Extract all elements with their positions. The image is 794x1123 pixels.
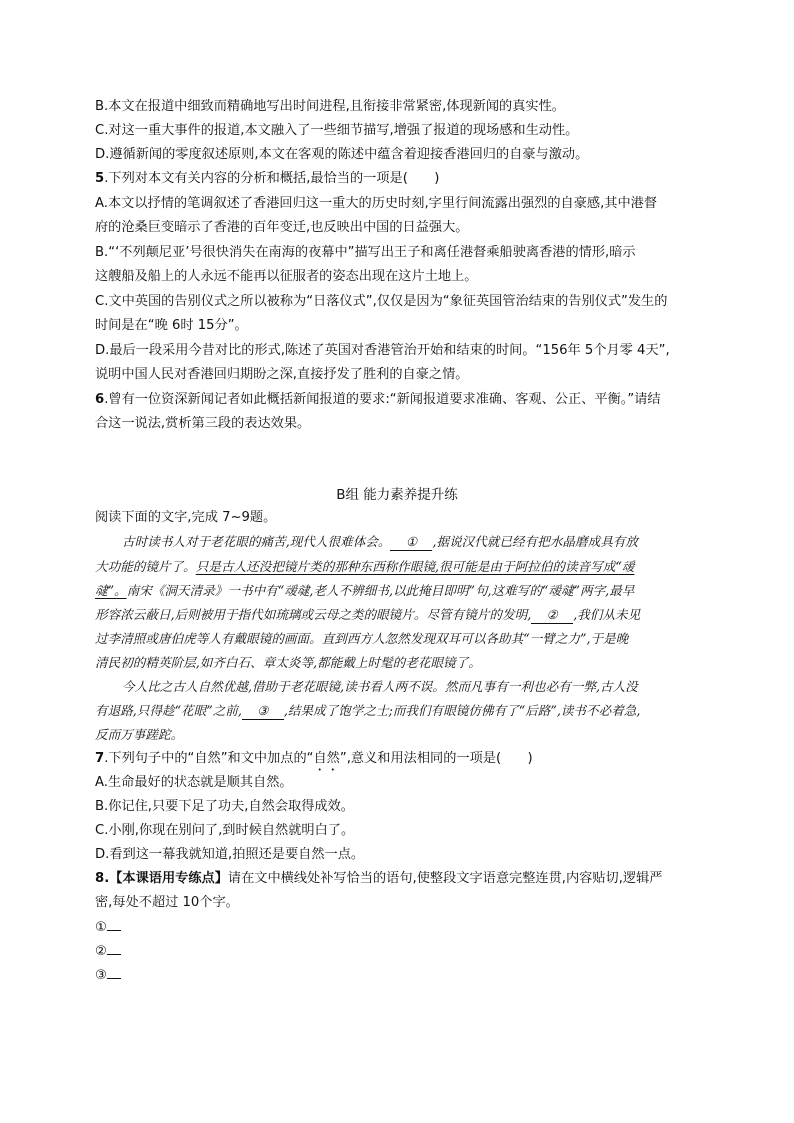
passage-p1-line4: 形容浓云蔽日,后则被用于指代如琉璃或云母之类的眼镜片。尽管有镜片的发明, ② ,我们从未见 bbox=[95, 607, 641, 622]
passage-p2-line3: 反而万事蹉跎。 bbox=[95, 727, 184, 742]
q7-option-d: D.看到这一幕我就知道,拍照还是要自然一点。 bbox=[95, 847, 365, 862]
question-8-number: 8 bbox=[95, 871, 105, 886]
q5-option-a-line2: 府的沧桑巨变暗示了香港的百年变迁,也反映出中国的日益强大。 bbox=[95, 220, 469, 235]
section-b-intro: 阅读下面的文字,完成 7~9题。 bbox=[95, 510, 277, 525]
blank-3: ③ bbox=[242, 703, 284, 720]
q5-option-b-line2: 这艘船及船上的人永远不能再以征服者的姿态出现在这片土地上。 bbox=[95, 269, 478, 284]
passage-p2-line1: 今人比之古人自然优越,借助于老花眼镜,读书看人两不误。然而凡事有一利也必有一弊,古人没 bbox=[122, 679, 638, 694]
question-5-stem: 5.下列对本文有关内容的分析和概括,最恰当的一项是( ) bbox=[95, 171, 440, 186]
passage-p1-line6: 清民初的精英阶层,如齐白石、章太炎等,都能戴上时髦的老花眼镜了。 bbox=[95, 655, 481, 670]
answer-blank-2[interactable] bbox=[107, 940, 121, 955]
q7-option-b: B.你记住,只要下足了功夫,自然会取得成效。 bbox=[95, 799, 354, 814]
q5-option-c-line2: 时间是在“晚 6时 15分”。 bbox=[95, 318, 248, 333]
option-c-prev: C.对这一重大事件的报道,本文融入了一些细节描写,增强了报道的现场感和生动性。 bbox=[95, 123, 579, 138]
section-b-title: B组 能力素养提升练 bbox=[336, 487, 458, 503]
dotted-word: 自然 bbox=[313, 751, 340, 766]
answer-line-2[interactable]: ② bbox=[95, 940, 705, 963]
q5-option-b-line1: B.“‘不列颠尼亚’号很快消失在南海的夜幕中”描写出王子和离任港督乘船驶离香港的情形,暗示 bbox=[95, 245, 636, 260]
question-5-number: 5 bbox=[95, 171, 105, 186]
answer-line-1[interactable]: ① bbox=[95, 916, 705, 939]
q7-option-a: A.生命最好的状态就是顺其自然。 bbox=[95, 775, 293, 790]
q5-option-c-line1: C.文中英国的告别仪式之所以被称为“日落仪式”,仅仅是因为“象征英国管治结束的告别仪式”发生的 bbox=[95, 294, 668, 309]
passage-p2-line2: 有退路,只得趁“花眼”之前, ③ ,结果成了饱学之士;而我们有眼镜仿佛有了“后路”,读书不必着急, bbox=[95, 703, 641, 718]
q7-option-c: C.小刚,你现在别问了,到时候自然就明白了。 bbox=[95, 823, 355, 838]
question-6-line2: 合这一说法,赏析第三段的表达效果。 bbox=[95, 416, 311, 431]
underlined-sentence: 只是古人还没把镜片类的那种东西称作眼镜,很可能是由于阿拉伯的读音写成“叆 bbox=[195, 559, 635, 574]
passage-p1-line2: 大功能的镜片了。只是古人还没把镜片类的那种东西称作眼镜,很可能是由于阿拉伯的读音写成“叆 bbox=[95, 559, 635, 574]
answer-line-3[interactable]: ③ bbox=[95, 964, 705, 987]
q5-option-d-line2: 说明中国人民对香港回归期盼之深,直接抒发了胜利的自豪之情。 bbox=[95, 367, 469, 382]
passage-p1-line5: 过李清照或唐伯虎等人有戴眼镜的画面。直到西方人忽然发现双耳可以各助其“一臂之力”,于是晚 bbox=[95, 631, 629, 646]
passage-p1-line1: 古时读书人对于老花眼的痛苦,现代人很难体会。 ① ,据说汉代就已经有把水晶磨成具有放 bbox=[122, 534, 638, 549]
passage-p1-line3: 叇”。南宋《洞天清录》一书中有“叆叇,老人不辨细书,以此掩目即明”句,这难写的“叆叇”两字,最早 bbox=[95, 583, 635, 598]
question-8-line2: 密,每处不超过 10个字。 bbox=[95, 895, 239, 910]
blank-2: ② bbox=[531, 607, 573, 624]
question-7-stem: 7.下列句子中的“自然”和文中加点的“自然”,意义和用法相同的一项是( ) bbox=[95, 751, 533, 766]
q5-option-d-line1: D.最后一段采用今昔对比的形式,陈述了英国对香港管治开始和结束的时间。“156年 5个月零 4天”, bbox=[95, 343, 670, 358]
question-6-number: 6 bbox=[95, 392, 105, 407]
option-d-prev: D.遵循新闻的零度叙述原则,本文在客观的陈述中蕴含着迎接香港回归的自豪与激动。 bbox=[95, 147, 589, 162]
question-8-line1: 8.【本课语用专练点】请在文中横线处补写恰当的语句,使整段文字语意完整连贯,内容贴切,逻辑严 bbox=[95, 871, 663, 886]
answer-blank-1[interactable] bbox=[107, 916, 121, 931]
question-6-line1: 6.曾有一位资深新闻记者如此概括新闻报道的要求:“新闻报道要求准确、客观、公正、平衡。”请结 bbox=[95, 392, 661, 407]
option-b-prev: B.本文在报道中细致而精确地写出时间进程,且衔接非常紧密,体现新闻的真实性。 bbox=[95, 99, 565, 114]
question-8-tag: .【本课语用专练点】 bbox=[104, 871, 228, 886]
q5-option-a-line1: A.本文以抒情的笔调叙述了香港回归这一重大的历史时刻,字里行间流露出强烈的自豪感,其中港督 bbox=[95, 196, 658, 211]
answer-blank-3[interactable] bbox=[107, 964, 121, 979]
blank-1: ① bbox=[390, 534, 432, 551]
question-7-number: 7 bbox=[95, 751, 105, 766]
